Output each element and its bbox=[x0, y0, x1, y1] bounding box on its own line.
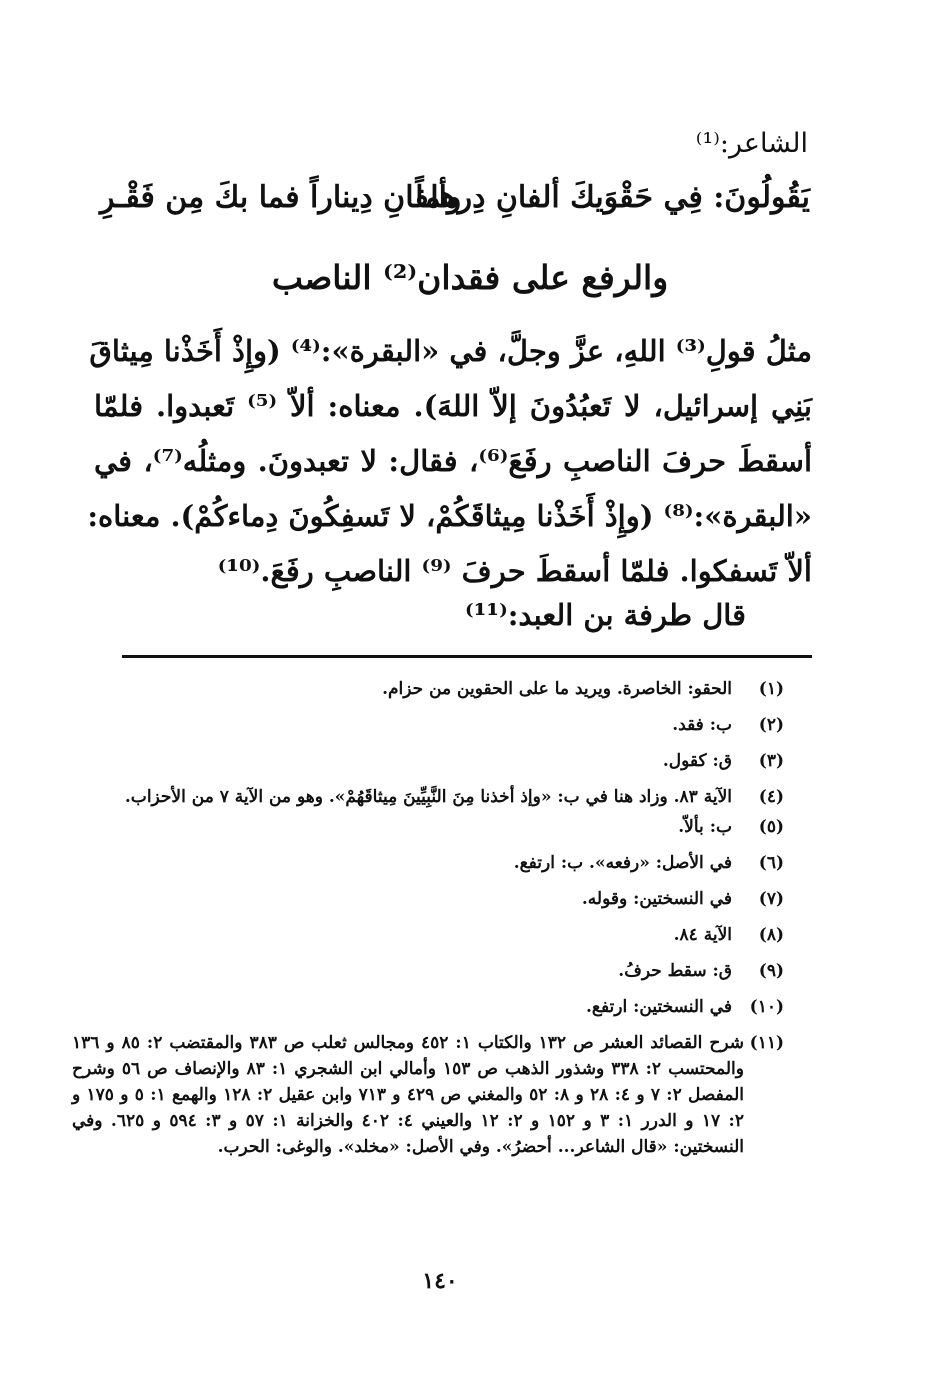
footnote-number: (١٠) bbox=[749, 997, 784, 1017]
verse-first-hemistich: يَقُولُونَ: فِي حَقْوَيكَ ألفانِ دِرهماً bbox=[415, 180, 810, 215]
footnote-text: شرح القصائد العشر ص ١٣٢ والكتاب ١: ٤٥٢ ومجالس ثعلب ص ٣٨٣ والمقتضب ٢: ٨٥ و ١٣٦ والمحتسب ٢: ٣٣٨ وشذور الذهب ص ١٥٣ وأمالي ابن الشجري ١: ٨٣ والإنصاف ص ٥٦ وشرح المفصل ٢: ٧ و ٤: ٢٨ و ٨: ٥٢ والمغني ص ٤٢٩ و ٧١٣ وابن عقيل ٢: ١٢٨ والهمع ١: ٥ و ١٧٥ و ٢: ١٧ و الدرر ١: ٣ و ١٥٢ و ٢: ١٢ والعيني ٤: ٤٠٢ والخزانة ١: ٥٧ و ٣: ٥٩٤ و ٦٢٥. وفي النسختين: «قال الشاعر... أحضرُ». وفي الأصل: «مخلد». والوغى: الحرب. bbox=[72, 1033, 744, 1157]
footnote-item bbox=[72, 994, 784, 1020]
footnote-number: (٣) bbox=[758, 751, 784, 771]
body-line: ألاّ تَسفكوا. فلمّا أسقطَ حرفَ ⁽⁹⁾ الناصبِ رفَعَ.⁽¹⁰⁾ bbox=[217, 554, 812, 588]
poetry-verse bbox=[100, 180, 810, 230]
section-heading: والرفع على فقدان⁽²⁾ الناصب bbox=[271, 258, 669, 297]
footnote-text: ب: فقد. bbox=[672, 715, 732, 735]
footnote-number: (٩) bbox=[758, 961, 784, 981]
footnote-number: (٢) bbox=[758, 715, 784, 735]
footnote-item bbox=[72, 1030, 784, 1160]
footnote-text: في الأصل: «رفعه». ب: ارتفع. bbox=[513, 853, 732, 873]
footnote-text: الآية ٨٤. bbox=[673, 925, 732, 945]
footnote-item bbox=[72, 748, 784, 774]
footnote-number: (٨) bbox=[758, 925, 784, 945]
footnote-text: في النسختين: وقوله. bbox=[581, 889, 732, 909]
footnotes bbox=[72, 676, 784, 1170]
footnote-item bbox=[72, 958, 784, 984]
footnote-text: في النسختين: ارتفع. bbox=[585, 997, 732, 1017]
footnote-text: ق: كقول. bbox=[662, 751, 732, 771]
body-line: «البقرة»:⁽⁸⁾ (وإِذْ أَخَذْنا مِيثاقَكُمْ، لا تَسفِكُونَ دِماءكُمْ). معناه: bbox=[87, 499, 812, 533]
footnote-number: (١١) bbox=[749, 1033, 784, 1053]
page-number: ١٤٠ bbox=[422, 1268, 458, 1294]
poem-attribution: قال طرفة بن العبد:⁽¹¹⁾ bbox=[465, 598, 746, 632]
footnote-number: (٥) bbox=[758, 817, 784, 837]
footnote-item bbox=[72, 922, 784, 948]
footnote-text: الحقو: الخاصرة. ويريد ما على الحقوين من حزام. bbox=[382, 679, 732, 699]
footnote-item bbox=[72, 850, 784, 876]
footnote-number: (٦) bbox=[758, 853, 784, 873]
poet-label: الشاعر:⁽¹⁾ bbox=[695, 128, 808, 159]
footnote-divider bbox=[122, 655, 812, 658]
body-line: أسقطَ حرفَ الناصبِ رفَعَ⁽⁶⁾، فقال: لا تعبدونَ. ومثلُه⁽⁷⁾، في bbox=[94, 444, 812, 478]
body-line: مثلُ قولِ⁽³⁾ اللهِ، عزَّ وجلَّ، في «البقرة»:⁽⁴⁾ (وإِذْ أَخَذْنا مِيثاقَ bbox=[89, 334, 812, 368]
footnote-text: ب: بألاّ. bbox=[678, 817, 732, 837]
body-line: بَنِي إسرائيل، لا تَعبُدُونَ إلاّ اللهَ). معناه: ألاّ ⁽⁵⁾ تَعبدوا. فلمّا bbox=[94, 389, 812, 423]
footnote-number: (١) bbox=[758, 679, 784, 699]
footnote-item bbox=[72, 676, 784, 702]
footnote-item bbox=[72, 814, 784, 840]
footnote-number: (٧) bbox=[758, 889, 784, 909]
verse-second-hemistich: وألفانِ دِيناراً فما بكَ مِن فَقْـرِ bbox=[100, 180, 462, 215]
footnote-text: الآية ٨٣. وزاد هنا في ب: «وإذ أخذنا مِنَ النَّبِيِّينَ مِيثاقَهُمْ». وهو من الآية ٧ من الأحزاب. bbox=[124, 787, 732, 807]
footnote-text: ق: سقط حرفُ. bbox=[618, 961, 732, 981]
footnote-item bbox=[72, 784, 784, 810]
body-paragraph bbox=[87, 324, 812, 599]
footnote-item bbox=[72, 712, 784, 738]
footnote-item bbox=[72, 886, 784, 912]
footnote-number: (٤) bbox=[758, 787, 784, 807]
